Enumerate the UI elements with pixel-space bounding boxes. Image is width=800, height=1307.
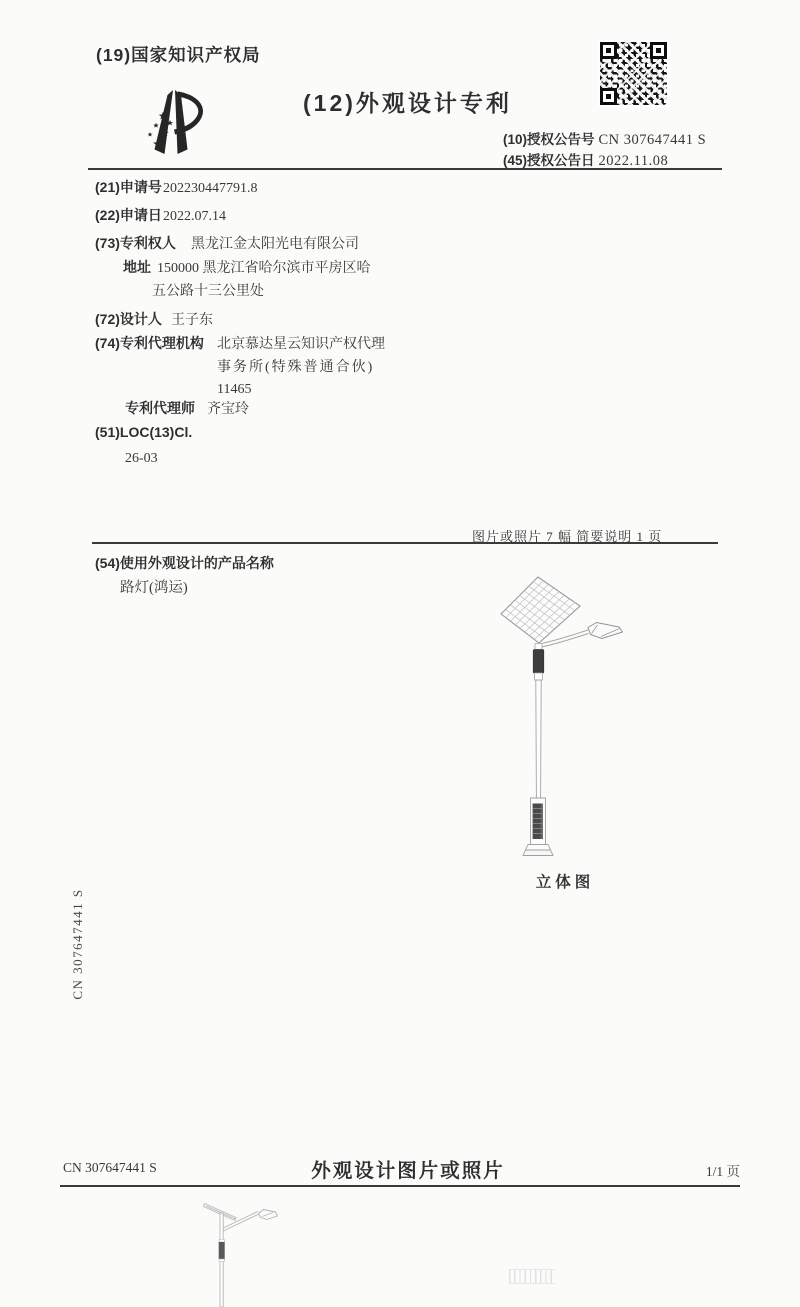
- agent-field: [125, 400, 249, 419]
- application-date-label: (22)申请日: [95, 207, 162, 223]
- product-name-label: (54)使用外观设计的产品名称: [95, 555, 274, 571]
- designer-label: (72)设计人: [95, 311, 162, 327]
- header-divider-rule: [88, 168, 722, 170]
- vertical-doc-number: CN 307647441 S: [70, 888, 85, 1000]
- application-number-label: (21)申请号: [95, 179, 162, 195]
- loc-classification-value: 26-03: [125, 451, 158, 466]
- agency-code: 11465: [217, 382, 252, 397]
- publication-number-line: [503, 128, 706, 149]
- application-date-value: 2022.07.14: [163, 209, 226, 224]
- application-date-field: [95, 207, 226, 226]
- patentee-value: 黑龙江金太阳光电有限公司: [191, 237, 359, 252]
- application-number-field: [95, 179, 258, 198]
- pole-dark-collar: [533, 650, 544, 674]
- agency-value: 北京慕达星云知识产权代理: [217, 337, 385, 352]
- panel-top-view-strip: [509, 1269, 555, 1284]
- office-label: (19)国家知识产权局: [96, 45, 261, 65]
- footer-divider-rule: [60, 1185, 740, 1187]
- qr-finder-top-left: [600, 42, 617, 59]
- patentee-label: (73)专利权人: [95, 235, 176, 251]
- address-continuation: 五公路十三公里处: [152, 284, 264, 299]
- emblem-shapes: [148, 90, 204, 154]
- publication-date-value: 2022.11.08: [598, 153, 669, 169]
- address-field: [123, 259, 371, 278]
- qr-finder-top-right: [650, 42, 667, 59]
- agency-field: [95, 335, 385, 354]
- publication-date-line: [503, 149, 668, 170]
- footer-section-title: 外观设计图片或照片: [311, 1160, 505, 1182]
- publication-date-label: (45)授权公告日: [503, 153, 595, 168]
- lamp-pole: [523, 644, 553, 856]
- address-label: 地址: [123, 259, 151, 275]
- middle-divider-rule: [92, 542, 718, 544]
- loc-classification-label: (51)LOC(13)Cl.: [95, 424, 193, 440]
- footer-doc-number: CN 307647441 S: [63, 1160, 157, 1175]
- agency-continuation: 事务所(特殊普通合伙): [217, 360, 375, 375]
- application-number-value: 202230447791.8: [163, 181, 258, 196]
- publication-number-value: CN 307647441 S: [598, 132, 707, 148]
- figure-caption: 立体图: [535, 874, 595, 891]
- designer-field: [95, 311, 213, 330]
- address-value: 150000 黑龙江省哈尔滨市平房区哈: [157, 261, 371, 276]
- publication-number-label: (10)授权公告号: [503, 132, 595, 147]
- figures-count-note: 图片或照片 7 幅 简要说明 1 页: [472, 529, 663, 544]
- agent-value: 齐宝玲: [207, 402, 249, 417]
- pole-dark-collar: [219, 1242, 225, 1259]
- cnipa-emblem-logo-icon: [138, 88, 212, 160]
- designer-value: 王子东: [171, 313, 213, 328]
- patentee-field: [95, 235, 359, 254]
- agency-label: (74)专利代理机构: [95, 335, 204, 351]
- product-name-value: 路灯(鸿运): [120, 580, 188, 596]
- street-lamp-perspective-drawing: [470, 570, 670, 870]
- qr-finder-bottom-left: [600, 88, 617, 105]
- solar-panel: [501, 577, 580, 643]
- base-plate: [526, 845, 551, 851]
- star-icon: [153, 123, 159, 128]
- footer-page-number: 1/1 页: [705, 1164, 740, 1179]
- document-kind-title: (12)外观设计专利: [303, 90, 512, 116]
- agent-label: 专利代理师: [125, 400, 195, 416]
- street-lamp-side-view-drawing: [180, 1197, 360, 1307]
- qr-code-icon: [598, 40, 669, 107]
- star-icon: [148, 132, 153, 137]
